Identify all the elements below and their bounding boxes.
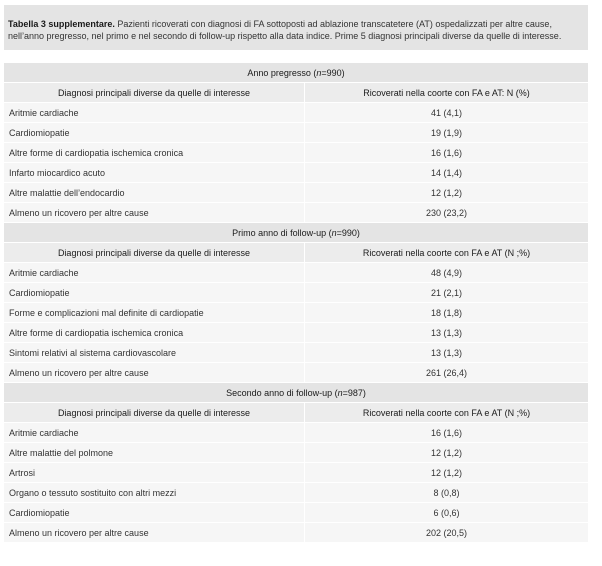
count-cell: 12 (1,2)	[430, 468, 463, 478]
caption-text: Pazienti ricoverati con diagnosi di FA sottoposti ad ablazione transcatetere (AT) ospedalizzati per altre cause, nell’anno pregresso, nel primo e nel secondo di follow-up rispetto alla data indice. Prime 5 diagnosi principali diverse da quelle di interesse.	[8, 19, 562, 41]
count-cell: 19 (1,9)	[430, 128, 463, 138]
table-row	[4, 363, 588, 383]
diagnosis-cell: Almeno un ricovero per altre cause	[4, 363, 305, 382]
table-row	[4, 503, 588, 523]
table-row	[4, 203, 588, 223]
count-cell: 261 (26,4)	[425, 368, 468, 378]
diagnosis-cell: Altre malattie del polmone	[4, 443, 305, 462]
count-cell: 41 (4,1)	[430, 108, 463, 118]
diagnosis-cell: Cardiomiopatie	[4, 283, 305, 302]
section-title-prefix: Anno pregresso (	[247, 68, 317, 78]
count-cell: 16 (1,6)	[430, 148, 463, 158]
diagnosis-cell: Infarto miocardico acuto	[4, 163, 305, 182]
count-cell: 6 (0,6)	[433, 508, 460, 518]
column-header-row	[4, 83, 588, 103]
count-cell: 14 (1,4)	[430, 168, 463, 178]
diagnosis-cell: Cardiomiopatie	[4, 503, 305, 522]
section-header	[4, 383, 588, 403]
table-row	[4, 123, 588, 143]
section-header	[4, 223, 588, 243]
table-row	[4, 163, 588, 183]
section-title-prefix: Secondo anno di follow-up (	[226, 388, 338, 398]
table-row	[4, 343, 588, 363]
diagnosis-cell: Organo o tessuto sostituito con altri mezzi	[4, 483, 305, 502]
diagnosis-cell: Forme e complicazioni mal definite di cardiopatie	[4, 303, 305, 322]
table-row	[4, 183, 588, 203]
diagnosis-cell: Sintomi relativi al sistema cardiovascolare	[4, 343, 305, 362]
count-cell: 16 (1,6)	[430, 428, 463, 438]
table-row	[4, 483, 588, 503]
count-cell: 202 (20,5)	[425, 528, 468, 538]
diagnosis-cell: Altre forme di cardiopatia ischemica cronica	[4, 323, 305, 342]
diagnosis-cell: Altre forme di cardiopatia ischemica cronica	[4, 143, 305, 162]
column-header-count: Ricoverati nella coorte con FA e AT: N (%)	[363, 88, 530, 98]
table-caption	[4, 5, 588, 50]
section-title-suffix: =987)	[342, 388, 366, 398]
column-header-diagnosis: Diagnosi principali diverse da quelle di interesse	[4, 403, 305, 422]
section-title-n: n	[331, 228, 337, 238]
count-cell: 21 (2,1)	[430, 288, 463, 298]
count-cell: 13 (1,3)	[430, 348, 463, 358]
diagnosis-cell: Aritmie cardiache	[4, 263, 305, 282]
count-cell: 230 (23,2)	[425, 208, 468, 218]
count-cell: 18 (1,8)	[430, 308, 463, 318]
diagnosis-cell: Almeno un ricovero per altre cause	[4, 523, 305, 542]
column-header-row	[4, 243, 588, 263]
table-row	[4, 283, 588, 303]
count-cell: 13 (1,3)	[430, 328, 463, 338]
section-title-n: n	[337, 388, 343, 398]
section-header	[4, 63, 588, 83]
section-title-n: n	[316, 68, 322, 78]
section-title-prefix: Primo anno di follow-up (	[232, 228, 332, 238]
data-table	[4, 63, 588, 543]
count-cell: 8 (0,8)	[433, 488, 460, 498]
section-title-suffix: =990)	[336, 228, 360, 238]
table-row	[4, 303, 588, 323]
count-cell: 12 (1,2)	[430, 188, 463, 198]
diagnosis-cell: Aritmie cardiache	[4, 423, 305, 442]
diagnosis-cell: Almeno un ricovero per altre cause	[4, 203, 305, 222]
diagnosis-cell: Aritmie cardiache	[4, 103, 305, 122]
table-row	[4, 103, 588, 123]
table-row	[4, 143, 588, 163]
diagnosis-cell: Altre malattie dell’endocardio	[4, 183, 305, 202]
section-title-suffix: =990)	[321, 68, 345, 78]
diagnosis-cell: Artrosi	[4, 463, 305, 482]
caption-label: Tabella 3 supplementare.	[8, 19, 115, 29]
count-cell: 48 (4,9)	[430, 268, 463, 278]
diagnosis-cell: Cardiomiopatie	[4, 123, 305, 142]
table-row	[4, 443, 588, 463]
table-row	[4, 323, 588, 343]
column-header-count: Ricoverati nella coorte con FA e AT (N ;%)	[362, 408, 531, 418]
column-header-count: Ricoverati nella coorte con FA e AT (N ;%)	[362, 248, 531, 258]
table-row	[4, 463, 588, 483]
column-header-row	[4, 403, 588, 423]
table-row	[4, 263, 588, 283]
count-cell: 12 (1,2)	[430, 448, 463, 458]
column-header-diagnosis: Diagnosi principali diverse da quelle di interesse	[4, 83, 305, 102]
table-row	[4, 523, 588, 543]
table-row	[4, 423, 588, 443]
column-header-diagnosis: Diagnosi principali diverse da quelle di interesse	[4, 243, 305, 262]
